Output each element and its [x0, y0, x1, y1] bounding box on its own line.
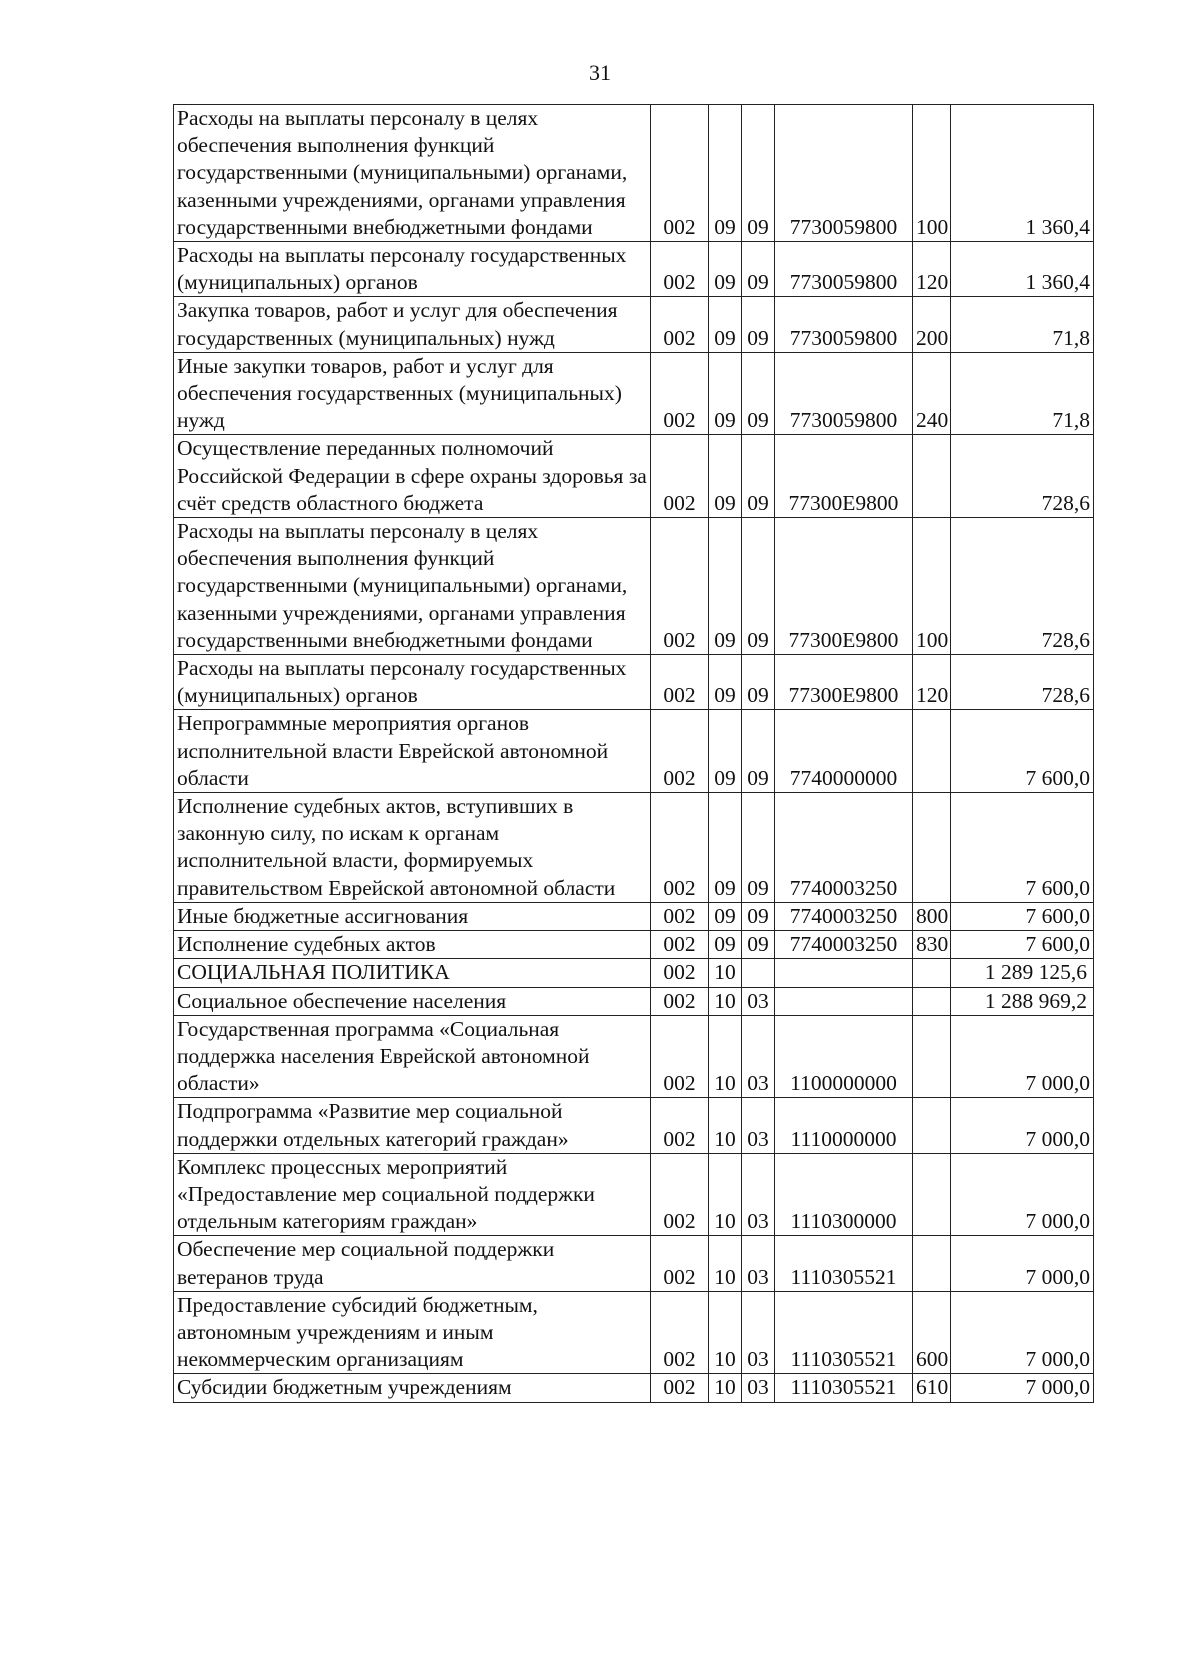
row-expense-type-cell: [913, 959, 951, 987]
row-name-cell: Расходы на выплаты персоналу в целях обеспечения выполнения функций государственными (муниципальными) органами, казенными учреждениями, органами управления государственными внебюджетными фондами: [174, 518, 651, 655]
row-amount-cell: 7 000,0: [951, 1291, 1094, 1374]
row-name-cell: Комплекс процессных мероприятий «Предоставление мер социальной поддержки отдельным категориям граждан»: [174, 1153, 651, 1236]
row-ministry-code-cell: 002: [651, 105, 709, 242]
row-name-cell: Социальное обеспечение населения: [174, 987, 651, 1015]
row-target-article-cell: 1110300000: [775, 1153, 913, 1236]
table-row: [174, 435, 1094, 518]
table-row: [174, 655, 1094, 710]
table-row: [174, 1098, 1094, 1153]
table-row: [174, 297, 1094, 352]
row-amount-cell: 7 000,0: [951, 1374, 1094, 1402]
row-expense-type-cell: 240: [913, 352, 951, 435]
row-amount-cell: 1 289 125,6: [951, 959, 1094, 987]
row-name-cell: Закупка товаров, работ и услуг для обеспечения государственных (муниципальных) нужд: [174, 297, 651, 352]
row-section-code-cell: 09: [709, 352, 742, 435]
row-subsection-code-cell: 03: [742, 1015, 775, 1098]
row-subsection-code-cell: 09: [742, 297, 775, 352]
row-amount-cell: 7 000,0: [951, 1236, 1094, 1291]
row-subsection-code-cell: 09: [742, 242, 775, 297]
row-name-cell: Осуществление переданных полномочий Российской Федерации в сфере охраны здоровья за счёт средств областного бюджета: [174, 435, 651, 518]
row-expense-type-cell: [913, 710, 951, 793]
row-target-article-cell: 1110000000: [775, 1098, 913, 1153]
row-amount-cell: 7 600,0: [951, 710, 1094, 793]
page-number: 31: [589, 60, 611, 85]
row-section-code-cell: 09: [709, 105, 742, 242]
row-amount-cell: 7 600,0: [951, 902, 1094, 930]
row-subsection-code-cell: [742, 959, 775, 987]
row-ministry-code-cell: 002: [651, 655, 709, 710]
row-subsection-code-cell: 03: [742, 1374, 775, 1402]
row-amount-cell: 71,8: [951, 297, 1094, 352]
row-ministry-code-cell: 002: [651, 1098, 709, 1153]
row-ministry-code-cell: 002: [651, 902, 709, 930]
row-amount-cell: 7 000,0: [951, 1153, 1094, 1236]
row-subsection-code-cell: 09: [742, 352, 775, 435]
row-name-cell: Субсидии бюджетным учреждениям: [174, 1374, 651, 1402]
row-target-article-cell: 1110305521: [775, 1291, 913, 1374]
row-expense-type-cell: 200: [913, 297, 951, 352]
row-amount-cell: 71,8: [951, 352, 1094, 435]
row-amount-cell: 1 360,4: [951, 242, 1094, 297]
row-subsection-code-cell: 09: [742, 931, 775, 959]
row-subsection-code-cell: 09: [742, 793, 775, 903]
row-target-article-cell: 7730059800: [775, 105, 913, 242]
table-row: [174, 793, 1094, 903]
table-row: [174, 105, 1094, 242]
row-subsection-code-cell: 09: [742, 435, 775, 518]
row-amount-cell: 1 288 969,2: [951, 987, 1094, 1015]
row-target-article-cell: 7740003250: [775, 931, 913, 959]
row-subsection-code-cell: 09: [742, 105, 775, 242]
row-section-code-cell: 10: [709, 1291, 742, 1374]
row-target-article-cell: 7730059800: [775, 297, 913, 352]
row-subsection-code-cell: 09: [742, 710, 775, 793]
row-section-code-cell: 09: [709, 435, 742, 518]
row-section-code-cell: 10: [709, 1153, 742, 1236]
budget-table: [173, 104, 1094, 1403]
row-target-article-cell: 77300E9800: [775, 655, 913, 710]
row-amount-cell: 7 600,0: [951, 931, 1094, 959]
row-amount-cell: 7 000,0: [951, 1098, 1094, 1153]
row-name-cell: Подпрограмма «Развитие мер социальной поддержки отдельных категорий граждан»: [174, 1098, 651, 1153]
row-section-code-cell: 09: [709, 902, 742, 930]
row-target-article-cell: 7740000000: [775, 710, 913, 793]
row-name-cell: Предоставление субсидий бюджетным, автономным учреждениям и иным некоммерческим организациям: [174, 1291, 651, 1374]
row-expense-type-cell: [913, 1153, 951, 1236]
table-row: [174, 1153, 1094, 1236]
row-section-code-cell: 10: [709, 1098, 742, 1153]
row-expense-type-cell: [913, 1236, 951, 1291]
row-expense-type-cell: [913, 793, 951, 903]
row-expense-type-cell: 100: [913, 105, 951, 242]
row-subsection-code-cell: 03: [742, 1236, 775, 1291]
row-name-cell: Расходы на выплаты персоналу в целях обеспечения выполнения функций государственными (муниципальными) органами, казенными учреждениями, органами управления государственными внебюджетными фондами: [174, 105, 651, 242]
row-target-article-cell: 1110305521: [775, 1236, 913, 1291]
row-section-code-cell: 09: [709, 793, 742, 903]
row-expense-type-cell: 100: [913, 518, 951, 655]
row-target-article-cell: [775, 959, 913, 987]
row-ministry-code-cell: 002: [651, 1236, 709, 1291]
table-row: [174, 1291, 1094, 1374]
row-ministry-code-cell: 002: [651, 1153, 709, 1236]
row-ministry-code-cell: 002: [651, 987, 709, 1015]
row-target-article-cell: 77300E9800: [775, 435, 913, 518]
row-name-cell: Иные закупки товаров, работ и услуг для обеспечения государственных (муниципальных) нужд: [174, 352, 651, 435]
budget-table-body: [174, 105, 1094, 1403]
row-amount-cell: 7 600,0: [951, 793, 1094, 903]
row-name-cell: СОЦИАЛЬНАЯ ПОЛИТИКА: [174, 959, 651, 987]
row-section-code-cell: 10: [709, 1236, 742, 1291]
row-section-code-cell: 09: [709, 518, 742, 655]
table-row: [174, 352, 1094, 435]
row-target-article-cell: 1100000000: [775, 1015, 913, 1098]
table-row: [174, 242, 1094, 297]
row-target-article-cell: 7730059800: [775, 242, 913, 297]
row-expense-type-cell: [913, 435, 951, 518]
row-subsection-code-cell: 09: [742, 518, 775, 655]
row-name-cell: Государственная программа «Социальная поддержка населения Еврейской автономной области»: [174, 1015, 651, 1098]
row-section-code-cell: 10: [709, 1015, 742, 1098]
row-amount-cell: 728,6: [951, 435, 1094, 518]
row-ministry-code-cell: 002: [651, 959, 709, 987]
table-row: [174, 518, 1094, 655]
table-row: [174, 1015, 1094, 1098]
row-subsection-code-cell: 03: [742, 987, 775, 1015]
row-ministry-code-cell: 002: [651, 352, 709, 435]
row-ministry-code-cell: 002: [651, 435, 709, 518]
row-section-code-cell: 10: [709, 987, 742, 1015]
row-section-code-cell: 09: [709, 242, 742, 297]
row-expense-type-cell: 610: [913, 1374, 951, 1402]
row-ministry-code-cell: 002: [651, 1015, 709, 1098]
row-ministry-code-cell: 002: [651, 793, 709, 903]
row-name-cell: Обеспечение мер социальной поддержки ветеранов труда: [174, 1236, 651, 1291]
table-row: [174, 1374, 1094, 1402]
table-row: [174, 987, 1094, 1015]
row-expense-type-cell: 830: [913, 931, 951, 959]
row-name-cell: Расходы на выплаты персоналу государственных (муниципальных) органов: [174, 655, 651, 710]
row-amount-cell: 1 360,4: [951, 105, 1094, 242]
row-name-cell: Иные бюджетные ассигнования: [174, 902, 651, 930]
table-row: [174, 902, 1094, 930]
row-expense-type-cell: 800: [913, 902, 951, 930]
table-row: [174, 931, 1094, 959]
row-amount-cell: 7 000,0: [951, 1015, 1094, 1098]
row-amount-cell: 728,6: [951, 655, 1094, 710]
row-target-article-cell: 7740003250: [775, 793, 913, 903]
row-ministry-code-cell: 002: [651, 242, 709, 297]
row-amount-cell: 728,6: [951, 518, 1094, 655]
row-ministry-code-cell: 002: [651, 297, 709, 352]
row-ministry-code-cell: 002: [651, 518, 709, 655]
row-ministry-code-cell: 002: [651, 710, 709, 793]
table-row: [174, 959, 1094, 987]
row-expense-type-cell: [913, 1015, 951, 1098]
row-ministry-code-cell: 002: [651, 1374, 709, 1402]
row-ministry-code-cell: 002: [651, 1291, 709, 1374]
row-expense-type-cell: 120: [913, 655, 951, 710]
row-target-article-cell: [775, 987, 913, 1015]
row-section-code-cell: 09: [709, 710, 742, 793]
row-name-cell: Исполнение судебных актов: [174, 931, 651, 959]
row-subsection-code-cell: 03: [742, 1098, 775, 1153]
row-expense-type-cell: 600: [913, 1291, 951, 1374]
row-target-article-cell: 7740003250: [775, 902, 913, 930]
row-ministry-code-cell: 002: [651, 931, 709, 959]
table-row: [174, 710, 1094, 793]
row-name-cell: Непрограммные мероприятия органов исполнительной власти Еврейской автономной области: [174, 710, 651, 793]
row-name-cell: Расходы на выплаты персоналу государственных (муниципальных) органов: [174, 242, 651, 297]
row-target-article-cell: 7730059800: [775, 352, 913, 435]
table-row: [174, 1236, 1094, 1291]
row-name-cell: Исполнение судебных актов, вступивших в законную силу, по искам к органам исполнительной власти, формируемых правительством Еврейской автономной области: [174, 793, 651, 903]
row-target-article-cell: 77300E9800: [775, 518, 913, 655]
row-expense-type-cell: 120: [913, 242, 951, 297]
row-section-code-cell: 09: [709, 655, 742, 710]
row-subsection-code-cell: 09: [742, 902, 775, 930]
row-subsection-code-cell: 03: [742, 1291, 775, 1374]
row-target-article-cell: 1110305521: [775, 1374, 913, 1402]
row-expense-type-cell: [913, 987, 951, 1015]
row-expense-type-cell: [913, 1098, 951, 1153]
row-section-code-cell: 10: [709, 1374, 742, 1402]
row-section-code-cell: 09: [709, 931, 742, 959]
row-section-code-cell: 09: [709, 297, 742, 352]
row-subsection-code-cell: 09: [742, 655, 775, 710]
row-subsection-code-cell: 03: [742, 1153, 775, 1236]
row-section-code-cell: 10: [709, 959, 742, 987]
